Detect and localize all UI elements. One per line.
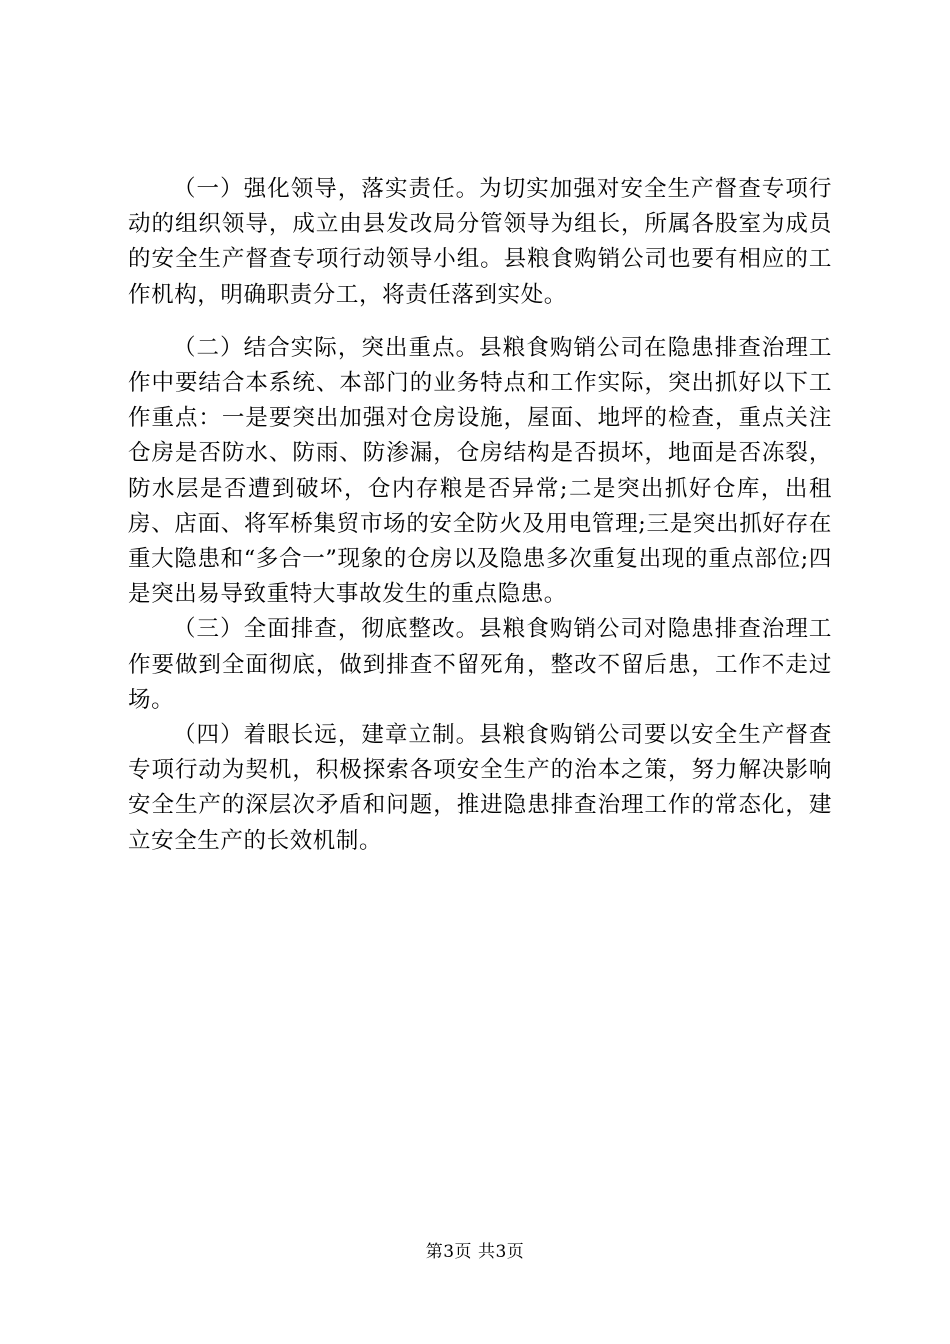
paragraph-gap — [128, 313, 832, 331]
paragraph-2: （二）结合实际，突出重点。县粮食购销公司在隐患排查治理工作中要结合本系统、本部门的业务特点和工作实际，突出抓好以下工作重点：一是要突出加强对仓房设施，屋面、地坪的检查，重点关注仓房是否防水、防雨、防渗漏，仓房结构是否损坏，地面是否冻裂，防水层是否遭到破坏，仓内存粮是否异常;二是突出抓好仓库，出租房、店面、将军桥集贸市场的安全防火及用电管理;三是突出抓好存在重大隐患和“多合一”现象的仓房以及隐患多次重复出现的重点部位;四是突出易导致重特大事故发生的重点隐患。 — [128, 334, 832, 608]
paragraph-3: （三）全面排查，彻底整改。县粮食购销公司对隐患排查治理工作要做到全面彻底，做到排查不留死角，整改不留后患，工作不走过场。 — [128, 616, 832, 713]
page-footer: 第3页 共3页 — [425, 1242, 525, 1262]
document-body — [128, 172, 832, 859]
paragraph-4: （四）着眼长远，建章立制。县粮食购销公司要以安全生产督查专项行动为契机，积极探索各项安全生产的治本之策，努力解决影响安全生产的深层次矛盾和问题，推进隐患排查治理工作的常态化，建立安全生产的长效机制。 — [128, 722, 832, 854]
paragraph-1: （一）强化领导，落实责任。为切实加强对安全生产督查专项行动的组织领导，成立由县发改局分管领导为组长，所属各股室为成员的安全生产督查专项行动领导小组。县粮食购销公司也要有相应的工作机构，明确职责分工，将责任落到实处。 — [128, 176, 832, 308]
